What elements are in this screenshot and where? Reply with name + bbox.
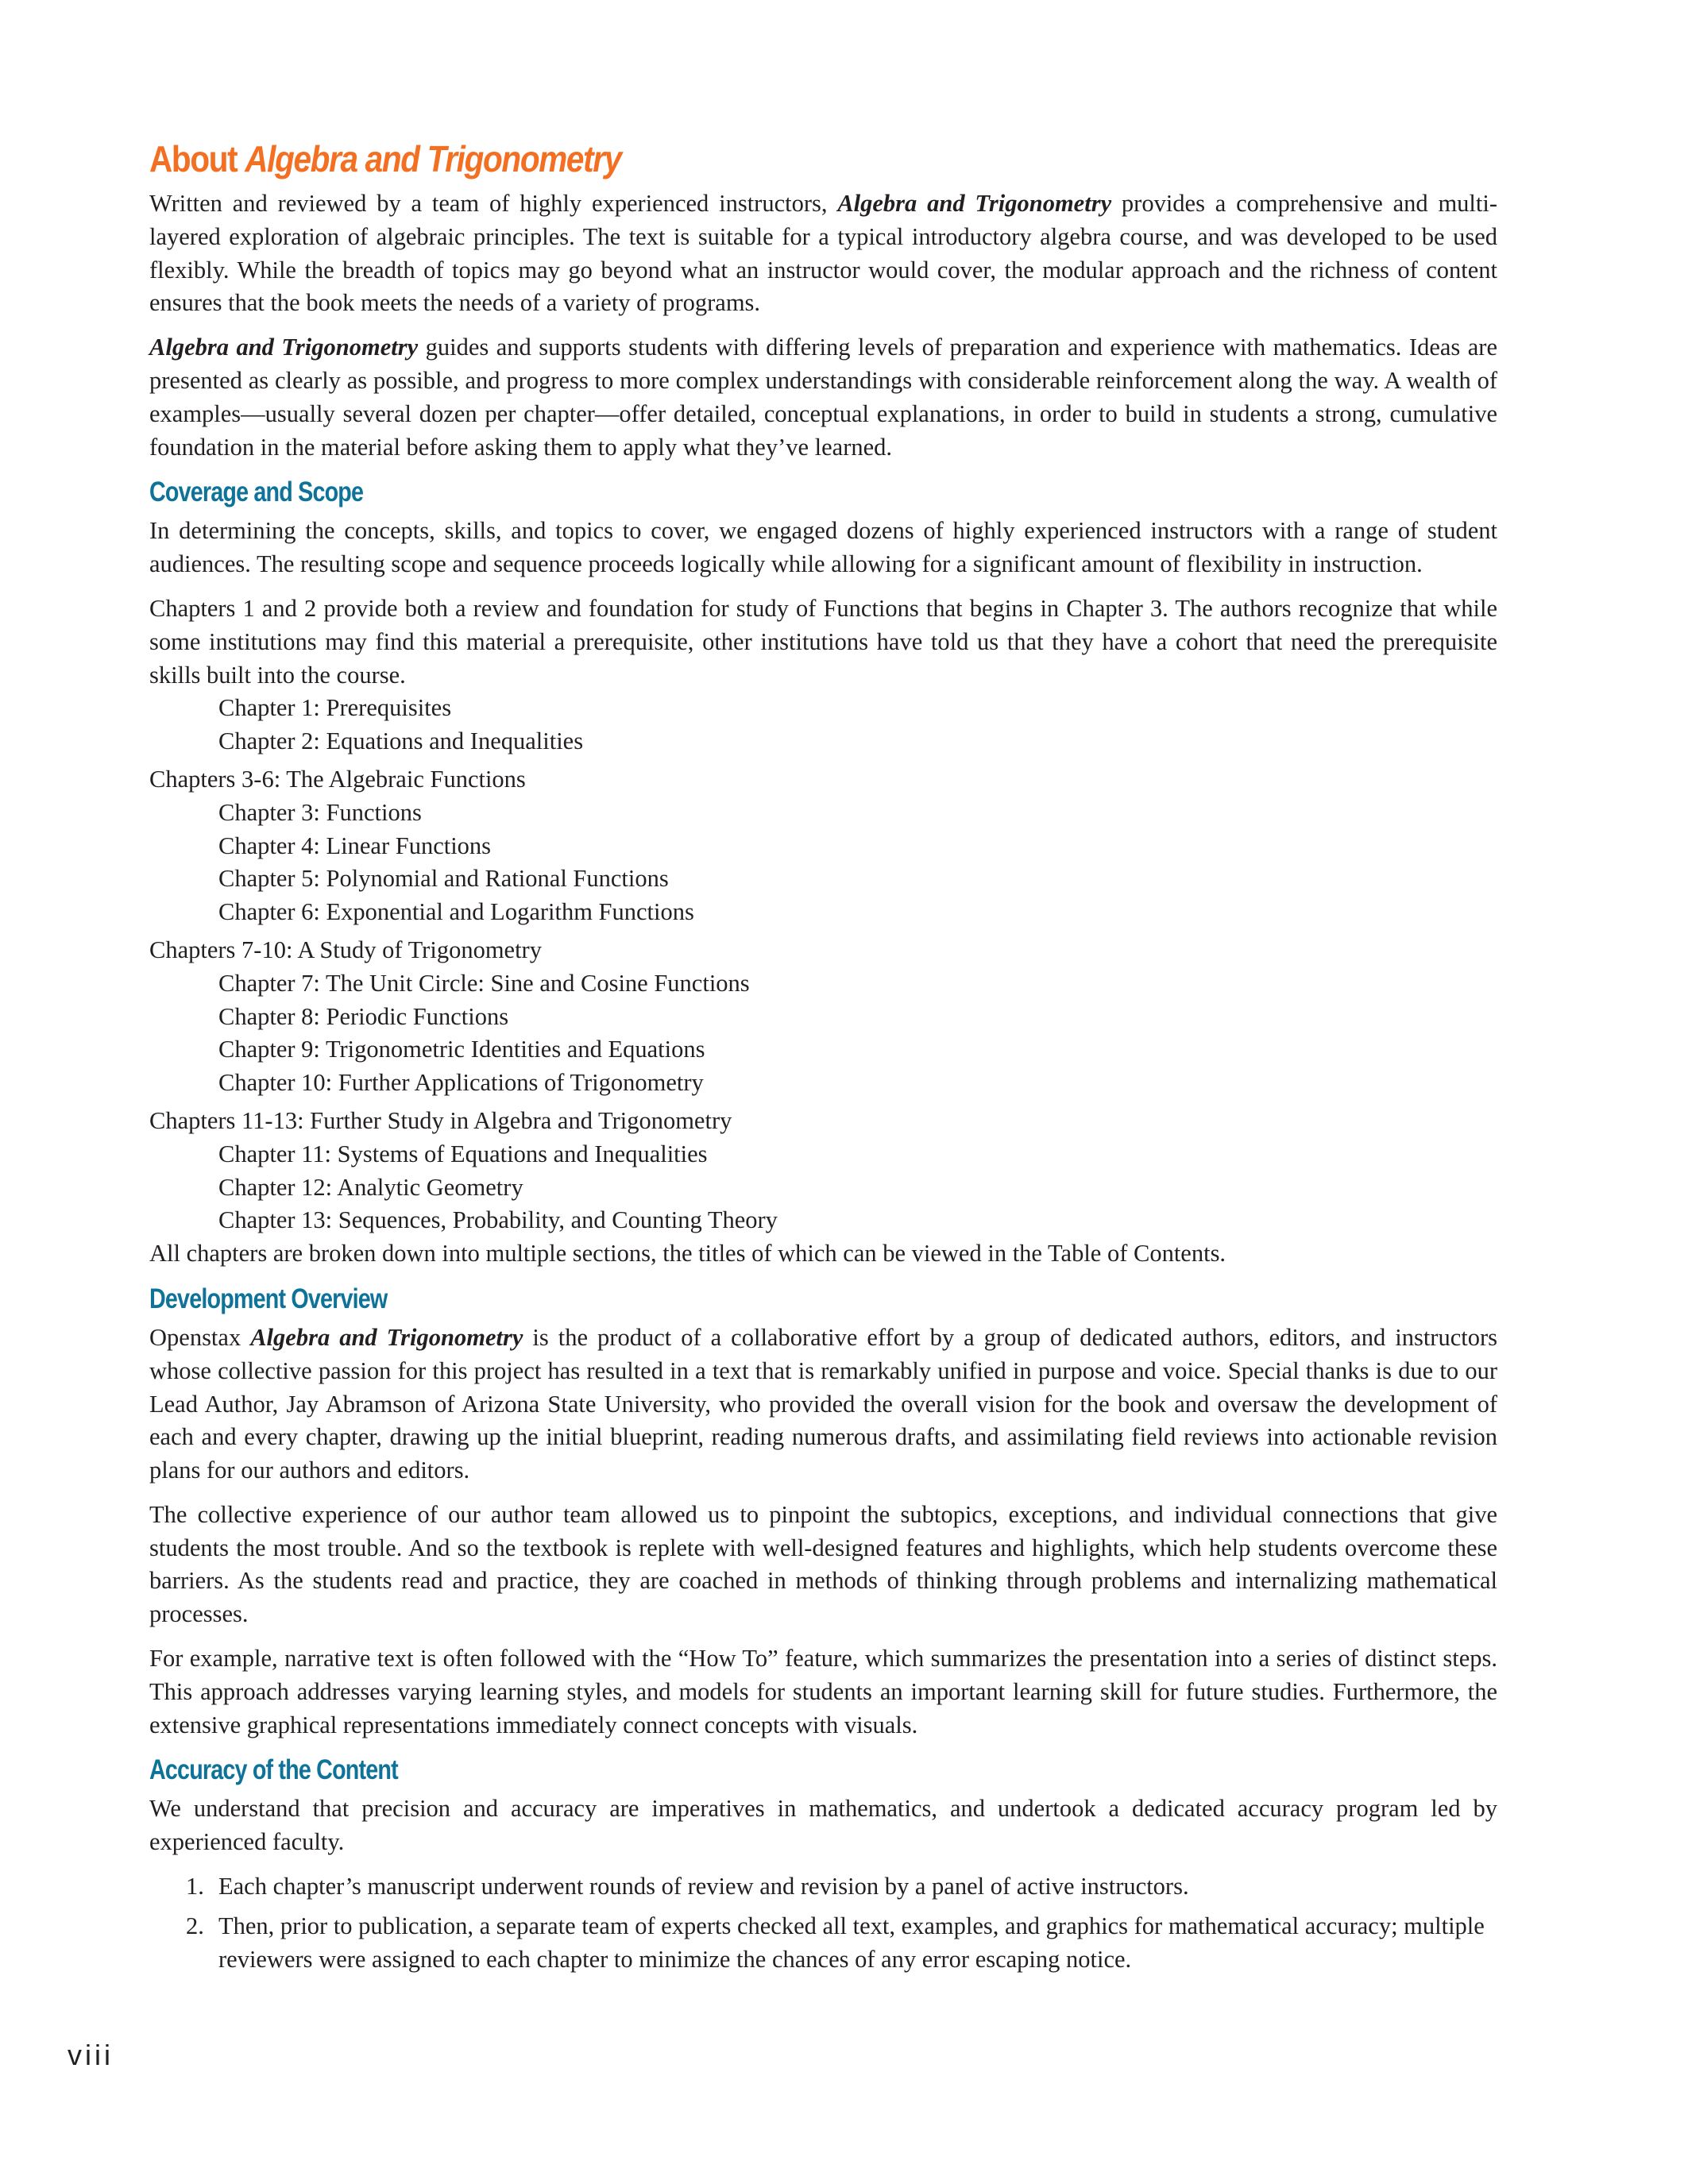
list-item: [149, 1910, 1497, 1977]
list-text: Each chapter’s manuscript underwent rounds of review and revision by a panel of active instructors.: [218, 1873, 1189, 1900]
title-prefix: About: [149, 138, 245, 179]
list-text: Then, prior to publication, a separate team of experts checked all text, examples, and graphics for mathematical accuracy; multiple reviewers were assigned to each chapter to minimize the chances of any error escaping notice.: [218, 1912, 1485, 1973]
text: guides and supports students with differing levels of preparation and experience with mathematics. Ideas are presented as clearly as possible, and progress to more complex understandings with considerable reinforcement along the way. A wealth of examples—usually several dozen per chapter—offer detailed, conceptual explanations, in order to build in students a strong, cumulative foundation in the material before asking them to apply what they’ve learned.: [149, 334, 1497, 461]
chapter-item: Chapter 2: Equations and Inequalities: [218, 727, 584, 755]
accuracy-paragraph-1: We understand that precision and accuracy are imperatives in mathematics, and undertook a dedicated accuracy program led by experienced faculty.: [149, 1795, 1497, 1856]
list-number: 1.: [186, 1873, 204, 1900]
chapter-item: Chapter 7: The Unit Circle: Sine and Cosine Functions: [218, 969, 750, 997]
page-number: viii: [68, 2039, 114, 2071]
book-name: Algebra and Trigonometry: [149, 334, 419, 361]
coverage-paragraph-2: Chapters 1 and 2 provide both a review and foundation for study of Functions that begins in Chapter 3. The authors recognize that while some institutions may find this material a prerequisite, other institutions have told us that they have a cohort that need the prerequisite skills built into the course.: [149, 594, 1497, 689]
chapter-item: Chapter 10: Further Applications of Trigonometry: [218, 1069, 704, 1097]
chapter-item: Chapter 8: Periodic Functions: [218, 1002, 509, 1030]
accuracy-list: [149, 1870, 1497, 1976]
section-heading-development: Development Overview: [149, 1283, 388, 1314]
chapter-item: Chapter 13: Sequences, Probability, and Counting Theory: [218, 1206, 778, 1234]
chapter-item: Chapter 11: Systems of Equations and Inequalities: [218, 1140, 708, 1167]
coverage-paragraph-1: In determining the concepts, skills, and topics to cover, we engaged dozens of highly experienced instructors with a range of student audiences. The resulting scope and sequence proceeds logically while allowing for a significant amount of flexibility in instruction.: [149, 517, 1497, 578]
chapter-item: Chapter 12: Analytic Geometry: [218, 1173, 523, 1201]
chapter-group-label: Chapters 3-6: The Algebraic Functions: [149, 765, 526, 793]
text: Openstax: [149, 1323, 251, 1351]
chapter-item: Chapter 1: Prerequisites: [218, 694, 452, 722]
section-heading-coverage: Coverage and Scope: [149, 477, 364, 508]
development-paragraph-1: [149, 1322, 1497, 1488]
chapter-group-label: Chapters 11-13: Further Study in Algebra and Trigonometry: [149, 1106, 732, 1134]
chapter-list: [149, 692, 1497, 1237]
chapter-item: Chapter 4: Linear Functions: [218, 832, 492, 859]
list-item: [149, 1870, 1497, 1904]
book-name: Algebra and Trigonometry: [250, 1323, 523, 1351]
development-paragraph-2: The collective experience of our author team allowed us to pinpoint the subtopics, exceptions, and individual connections that give students the most trouble. And so the textbook is replete with well-designed features and highlights, which help students overcome these barriers. As the students read and practice, they are coached in methods of thinking through problems and internalizing mathematical processes.: [149, 1500, 1497, 1628]
page-title: [149, 137, 1335, 181]
title-book-name: Algebra and Trigonometry: [245, 138, 621, 179]
chapter-item: Chapter 3: Functions: [218, 798, 422, 826]
book-name: Algebra and Trigonometry: [837, 190, 1112, 217]
chapter-item: Chapter 5: Polynomial and Rational Functions: [218, 865, 669, 893]
section-heading-accuracy: Accuracy of the Content: [149, 1754, 398, 1786]
coverage-closing: All chapters are broken down into multiple sections, the titles of which can be viewed in the Table of Contents.: [149, 1240, 1226, 1268]
chapter-item: Chapter 6: Exponential and Logarithm Functions: [218, 898, 694, 926]
intro-paragraph-1: [149, 187, 1497, 320]
page-content: [149, 137, 1497, 1982]
text: provides a comprehensive and multi-layered exploration of algebraic principles. The text is suitable for a typical introductory algebra course, and was developed to be used flexibly. While the breadth of topics may go beyond what an instructor would cover, the modular approach and the richness of content ensures that the book meets the needs of a variety of programs.: [149, 190, 1498, 317]
text: Written and reviewed by a team of highly experienced instructors,: [149, 190, 838, 217]
list-number: 2.: [186, 1912, 204, 1939]
intro-paragraph-2: [149, 331, 1497, 464]
chapter-item: Chapter 9: Trigonometric Identities and Equations: [218, 1036, 705, 1063]
text: is the product of a collaborative effort by a group of dedicated authors, editors, and instructors whose collective passion for this project has resulted in a text that is remarkably unified in purpose and voice. Special thanks is due to our Lead Author, Jay Abramson of Arizona State University, who provided the overall vision for the book and oversaw the development of each and every chapter, drawing up the initial blueprint, reading numerous drafts, and assimilating field reviews into actionable revision plans for our authors and editors.: [149, 1323, 1497, 1484]
chapter-group-label: Chapters 7-10: A Study of Trigonometry: [149, 936, 542, 963]
development-paragraph-3: For example, narrative text is often followed with the “How To” feature, which summarizes the presentation into a series of distinct steps. This approach addresses varying learning styles, and models for students an important learning skill for future studies. Furthermore, the extensive graphical representations immediately connect concepts with visuals.: [149, 1645, 1497, 1738]
